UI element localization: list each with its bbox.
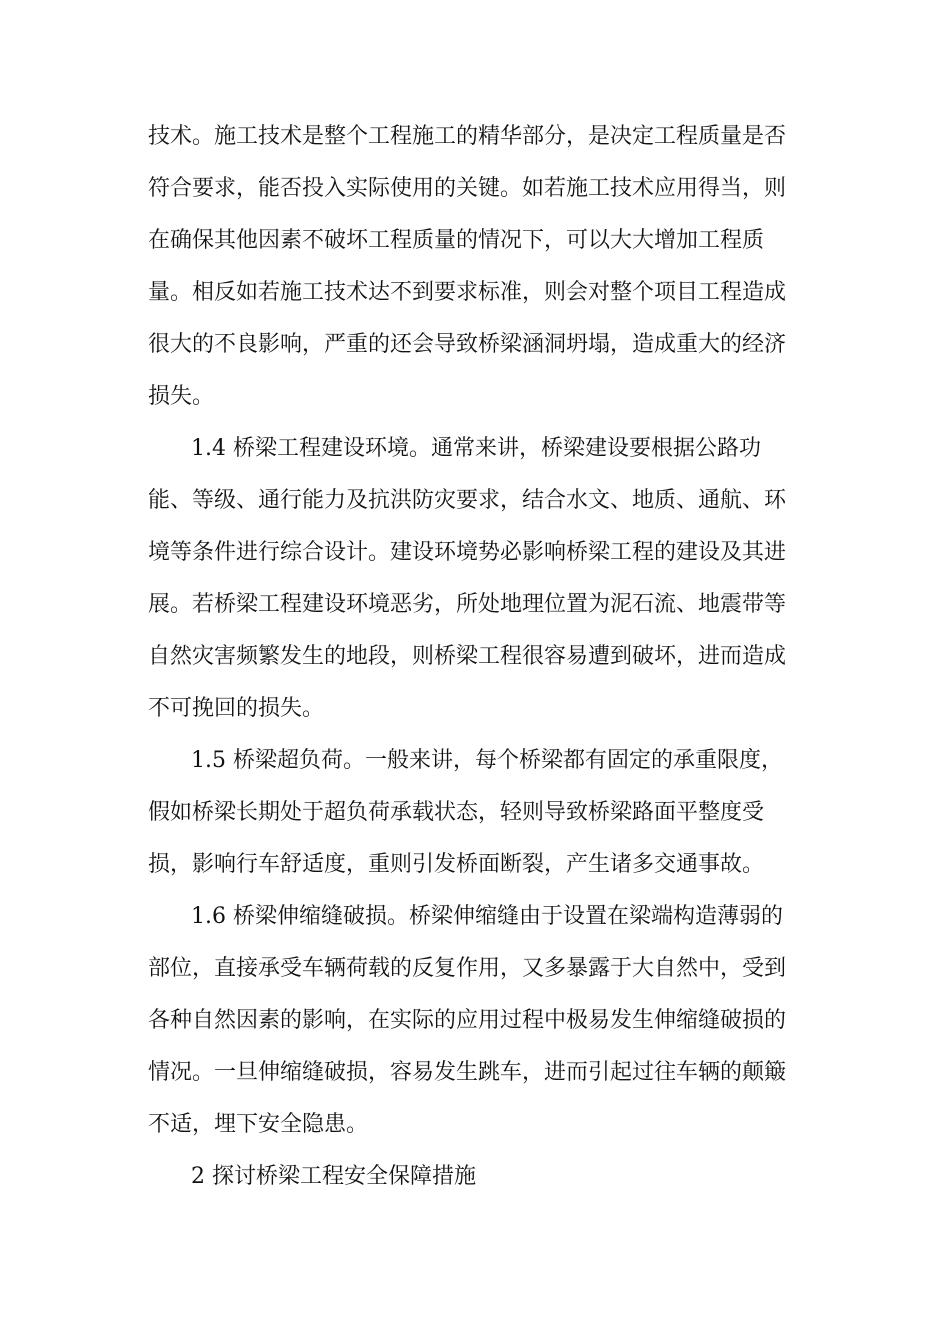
text-line: 境等条件进行综合设计。建设环境势必影响桥梁工程的建设及其进: [148, 540, 787, 565]
section-heading-1-6: 1.6 桥梁伸缩缝破损。桥梁伸缩缝由于设置在梁端构造薄弱的: [191, 904, 783, 929]
text-line: 各种自然因素的影响，在实际的应用过程中极易发生伸缩缝破损的: [148, 1008, 787, 1033]
text-line: 自然灾害频繁发生的地段，则桥梁工程很容易遭到破坏，进而造成: [148, 644, 787, 669]
text-line: 假如桥梁长期处于超负荷承载状态，轻则导致桥梁路面平整度受: [148, 800, 765, 825]
text-line: 在确保其他因素不破坏工程质量的情况下，可以大大增加工程质: [148, 228, 765, 253]
text-line: 能、等级、通行能力及抗洪防灾要求，结合水文、地质、通航、环: [148, 488, 787, 513]
text-line: 情况。一旦伸缩缝破损，容易发生跳车，进而引起过往车辆的颠簸: [148, 1060, 787, 1085]
text-line: 量。相反如若施工技术达不到要求标准，则会对整个项目工程造成: [148, 280, 787, 305]
section-heading-1-5: 1.5 桥梁超负荷。一般来讲，每个桥梁都有固定的承重限度，: [191, 748, 783, 773]
text-line: 很大的不良影响，严重的还会导致桥梁涵洞坍塌，造成重大的经济: [148, 332, 787, 357]
text-line: 展。若桥梁工程建设环境恶劣，所处地理位置为泥石流、地震带等: [148, 592, 787, 617]
text-line: 技术。施工技术是整个工程施工的精华部分，是决定工程质量是否: [148, 124, 787, 149]
section-heading-1-4: 1.4 桥梁工程建设环境。通常来讲，桥梁建设要根据公路功: [191, 436, 761, 461]
text-line: 不可挽回的损失。: [148, 696, 325, 721]
text-line: 损，影响行车舒适度，重则引发桥面断裂，产生诸多交通事故。: [148, 852, 765, 877]
section-heading-2: 2 探讨桥梁工程安全保障措施: [191, 1164, 476, 1189]
text-line: 损失。: [148, 384, 215, 409]
text-line: 不适，埋下安全隐患。: [148, 1112, 369, 1137]
text-line: 部位，直接承受车辆荷载的反复作用，又多暴露于大自然中，受到: [148, 956, 787, 981]
text-line: 符合要求，能否投入实际使用的关键。如若施工技术应用得当，则: [148, 176, 787, 201]
